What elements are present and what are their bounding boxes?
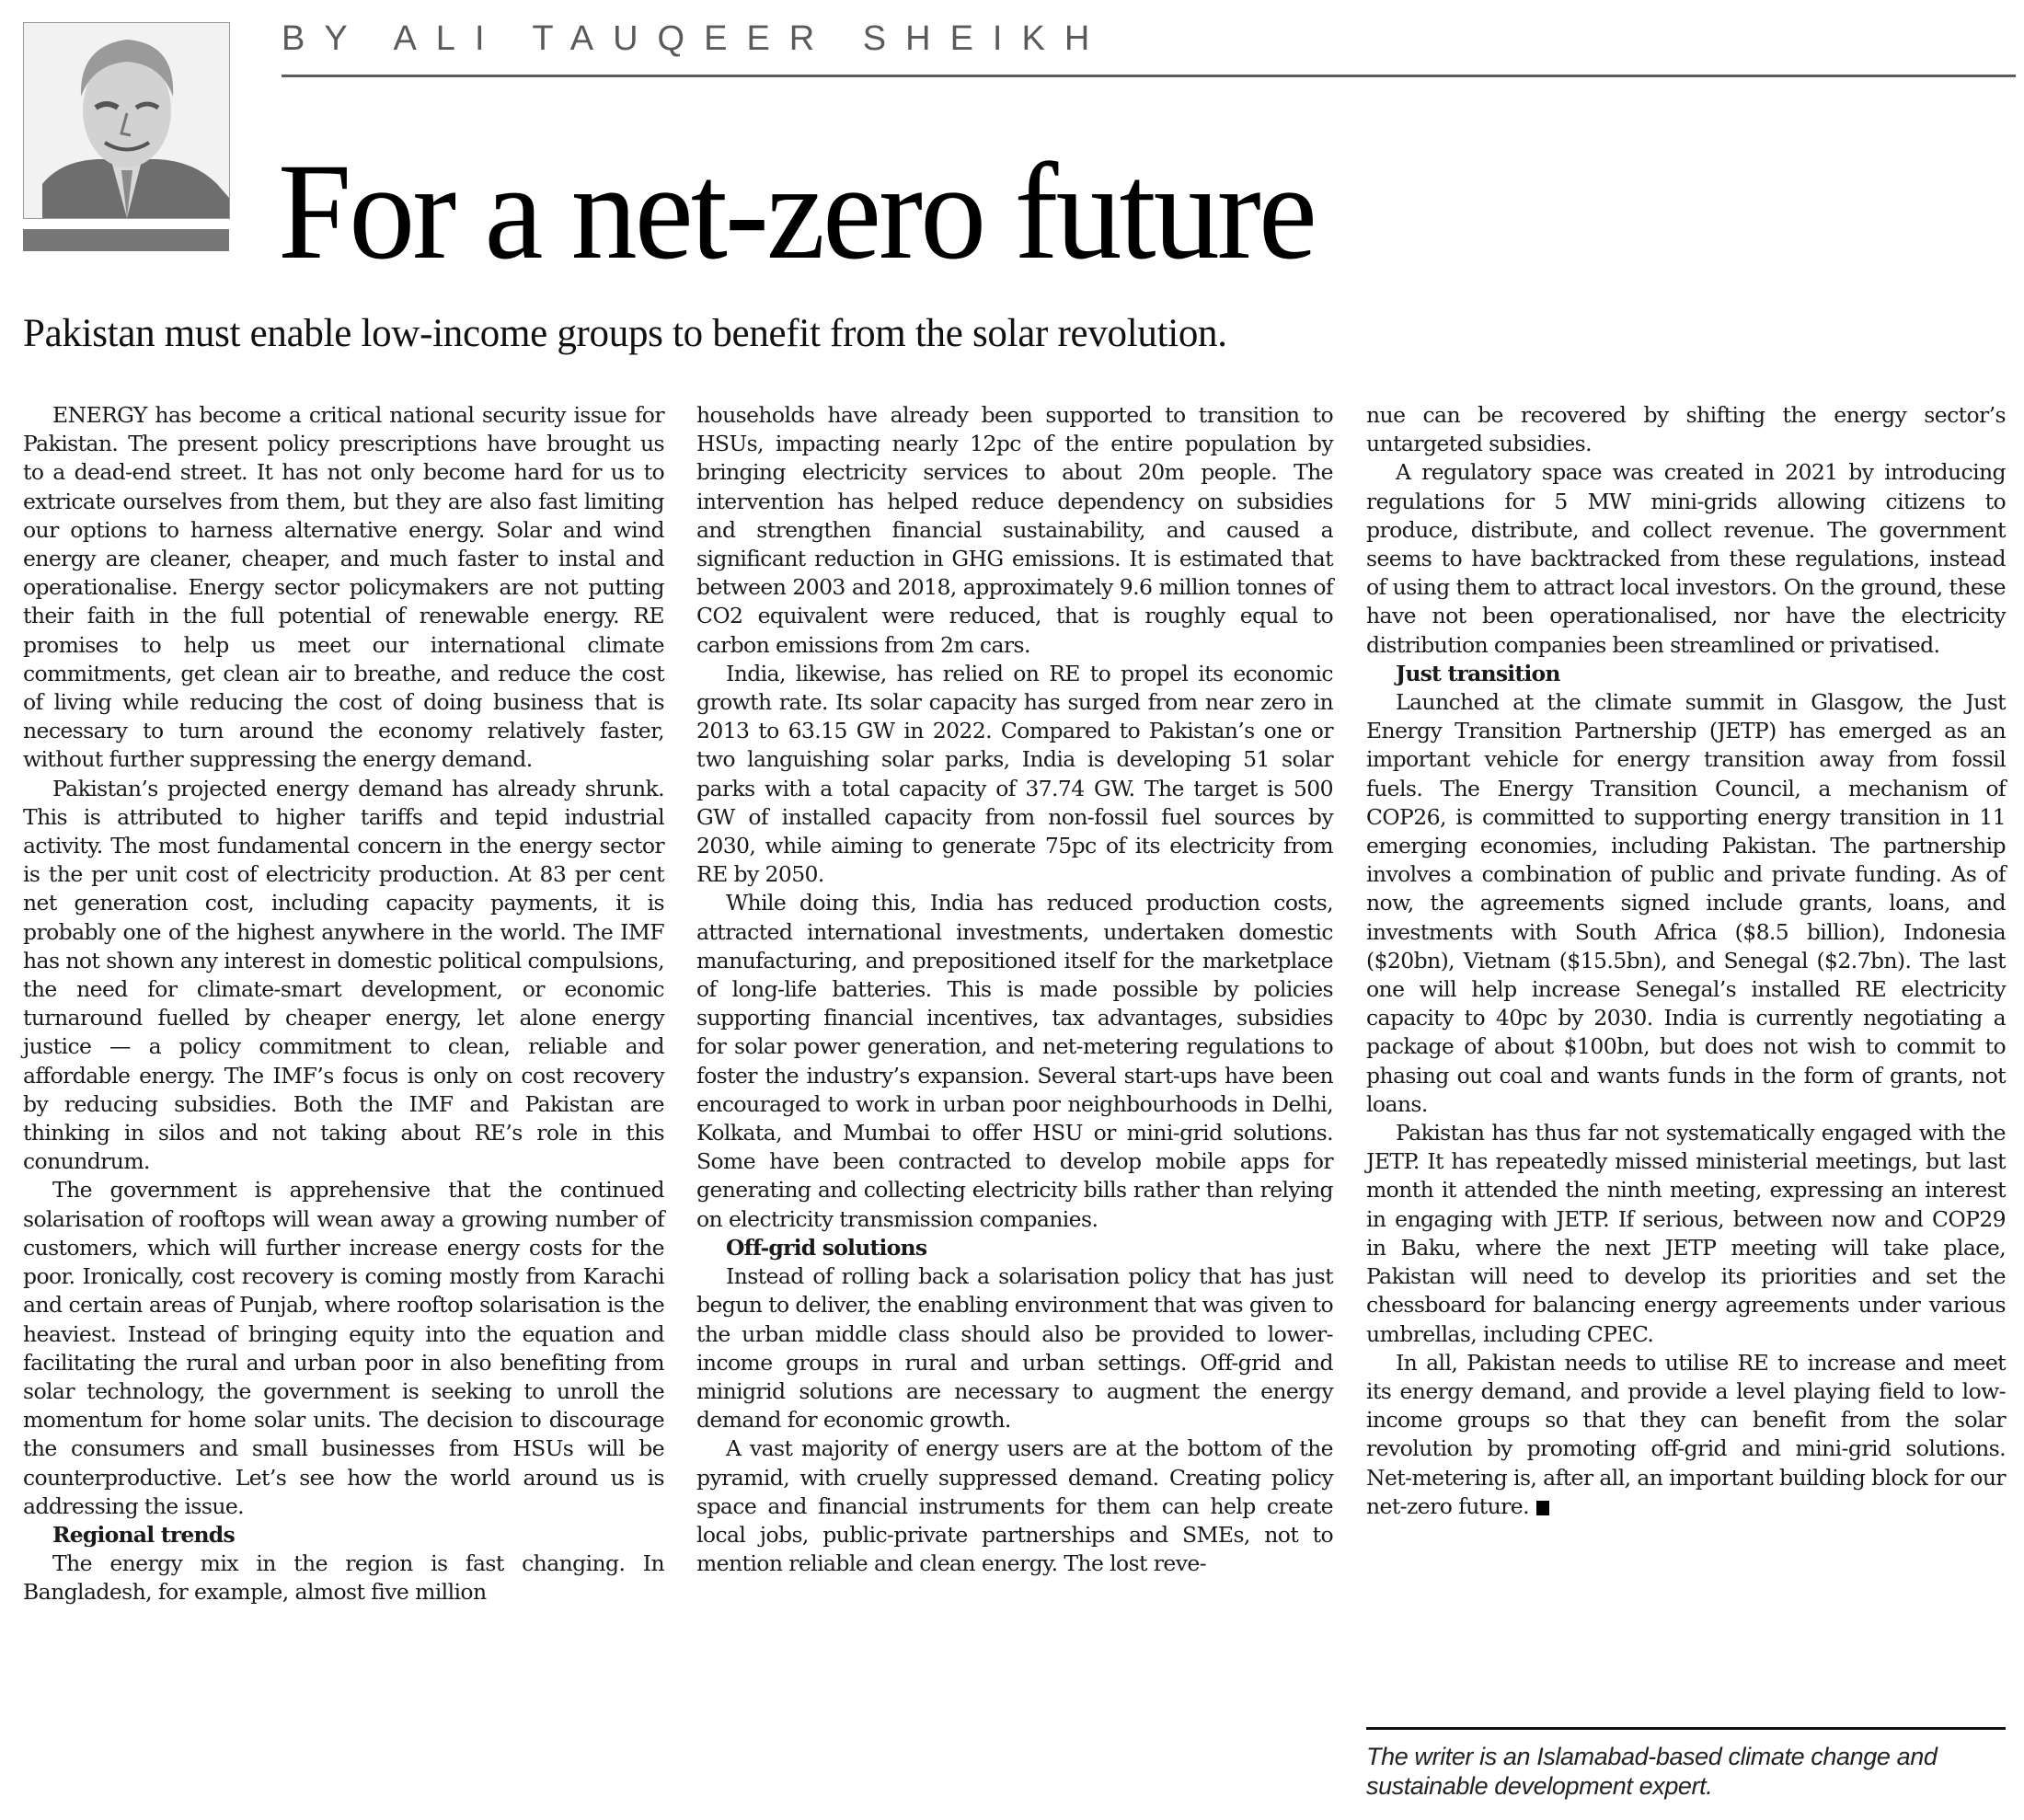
- paragraph-text: In all, Pakistan needs to utilise RE to increase and meet its energy demand, and provide a level playing field to low-income groups so that they can benefit from the solar revolution by promoting off-grid and mini-grid solutions. Net-metering is, after all, an important building block for our net-zero future.: [1366, 1349, 2006, 1519]
- subheading-regional-trends: Regional trends: [52, 1521, 235, 1548]
- paragraph: The energy mix in the region is fast changing. In Bangladesh, for example, almost five million: [23, 1550, 664, 1606]
- paragraph: Instead of rolling back a solarisation policy that has just begun to deliver, the enabling environment that was given to the urban middle class should also be provided to lower-income groups in rural and urban settings. Off-grid and minigrid solutions are necessary to augment the energy demand for economic growth.: [696, 1263, 1333, 1434]
- article-column-1: [23, 401, 664, 1607]
- paragraph-final: [1366, 1349, 2006, 1521]
- author-accent-bar: [23, 229, 229, 251]
- paragraph-continued: households have already been supported to transition to HSUs, impacting nearly 12pc of the entire population by bringing electricity services to about 20m people. The intervention has helped reduce dependency on subsidies and strengthen financial sustainability, and caused a significant reduction in GHG emissions. It is estimated that between 2003 and 2018, approximately 9.6 million tonnes of CO2 equivalent were reduced, that is roughly equal to carbon emissions from 2m cars.: [696, 402, 1333, 658]
- author-portrait-icon: [24, 23, 229, 218]
- bio-divider: [1366, 1727, 2006, 1730]
- byline-divider: [282, 75, 2016, 77]
- paragraph: India, likewise, has relied on RE to propel its economic growth rate. Its solar capacity has surged from near zero in 2013 to 63.15 GW in 2022. Compared to Pakistan’s one or two languishing solar parks, India is developing 51 solar parks with a total capacity of 37.74 GW. The target is 500 GW of installed capacity from non-fossil fuel sources by 2030, while aiming to generate 75pc of its electricity from RE by 2050.: [696, 660, 1333, 888]
- subheading-just-transition: Just transition: [1396, 660, 1560, 686]
- article-column-2: [696, 401, 1333, 1578]
- paragraph: Pakistan has thus far not systematically engaged with the JETP. It has repeatedly missed ministerial meetings, but last month it attended the ninth meeting, expressing an interest in engaging with JETP. If serious, between now and COP29 in Baku, where the next JETP meeting will take place, Pakistan will need to develop its priorities and set the chessboard for balancing energy agreements under various umbrellas, including CPEC.: [1366, 1120, 2006, 1347]
- paragraph: A vast majority of energy users are at the bottom of the pyramid, with cruelly suppressed demand. Creating policy space and financial instruments for them can help create local jobs, public-private partnerships and SMEs, not to mention reliable and clean energy. The lost reve-: [696, 1435, 1333, 1577]
- paragraph: While doing this, India has reduced production costs, attracted international investments, undertaken domestic manufacturing, and prepositioned itself for the marketplace of long-life batteries. This is made possible by policies supporting financial incentives, tax advantages, subsidies for solar power generation, and net-metering regulations to foster the industry’s expansion. Several start-ups have been encouraged to work in urban poor neighbourhoods in Delhi, Kolkata, and Mumbai to offer HSU or mini-grid solutions. Some have been contracted to develop mobile apps for generating and collecting electricity bills rather than relying on electricity transmission companies.: [696, 890, 1333, 1232]
- paragraph: ENERGY has become a critical national security issue for Pakistan. The present policy prescriptions have brought us to a dead-end street. It has not only become hard for us to extricate ourselves from them, but they are also fast limiting our options to harness alternative energy. Solar and wind energy are cleaner, cheaper, and much faster to instal and operationalise. Energy sector policymakers are not putting their faith in the full potential of renewable energy. RE promises to help us meet our international climate commitments, get clean air to breathe, and reduce the cost of living while reducing the cost of doing business that is necessary to turn around the economy relatively faster, without further suppressing the energy demand.: [23, 402, 664, 773]
- standfirst: Pakistan must enable low-income groups to benefit from the solar revolution.: [23, 312, 1227, 355]
- subheading-off-grid-solutions: Off-grid solutions: [726, 1234, 927, 1261]
- author-bio: The writer is an Islamabad-based climate change and sustainable development expert.: [1366, 1743, 1938, 1800]
- paragraph: The government is apprehensive that the continued solarisation of rooftops will wean away a growing number of customers, which will further increase energy costs for the poor. Ironically, cost recovery is coming mostly from Karachi and certain areas of Punjab, where rooftop solarisation is the heaviest. Instead of bringing equity into the equation and facilitating the rural and urban poor in also benefiting from solar technology, the government is seeking to unroll the momentum for home solar units. The decision to discourage the consumers and small businesses from HSUs will be counterproductive. Let’s see how the world around us is addressing the issue.: [23, 1177, 664, 1519]
- paragraph: Pakistan’s projected energy demand has already shrunk. This is attributed to higher tariffs and tepid industrial activity. The most fundamental concern in the energy sector is the per unit cost of electricity production. At 83 per cent net generation cost, including capacity payments, it is probably one of the highest anywhere in the world. The IMF has not shown any interest in domestic political compulsions, the need for climate-smart development, or economic turnaround fuelled by cheaper energy, let alone energy justice — a policy commitment to clean, reliable and affordable energy. The IMF’s focus is only on cost recovery by reducing subsidies. Both the IMF and Pakistan are thinking in silos and not taking about RE’s role in this conundrum.: [23, 775, 664, 1175]
- headline: For a net-zero future: [278, 135, 1315, 288]
- end-mark-icon: [1536, 1501, 1549, 1515]
- paragraph-continued: nue can be recovered by shifting the energy sector’s untargeted subsidies.: [1366, 402, 2006, 457]
- author-photo: [23, 22, 230, 219]
- paragraph: A regulatory space was created in 2021 by introducing regulations for 5 MW mini-grids allowing citizens to produce, distribute, and collect revenue. The government seems to have backtracked from these regulations, instead of using them to attract local investors. On the ground, these have not been operationalised, nor have the electricity distribution companies been streamlined or privatised.: [1366, 459, 2006, 658]
- paragraph: Launched at the climate summit in Glasgow, the Just Energy Transition Partnership (JETP) has emerged as an important vehicle for energy transition away from fossil fuels. The Energy Transition Council, a mechanism of COP26, is committed to supporting energy transition in 11 emerging economies, including Pakistan. The partnership involves a combination of public and private funding. As of now, the agreements signed include grants, loans, and investments with South Africa ($8.5 billion), Indonesia ($20bn), Vietnam ($15.5bn), and Senegal ($2.7bn). The last one will help increase Senegal’s installed RE electricity capacity to 40pc by 2030. India is currently negotiating a package of about $100bn, but does not wish to commit to phasing out coal and wants funds in the form of grants, not loans.: [1366, 689, 2006, 1117]
- byline: BY ALI TAUQEER SHEIKH: [282, 19, 1110, 58]
- article-column-3: [1366, 401, 2006, 1521]
